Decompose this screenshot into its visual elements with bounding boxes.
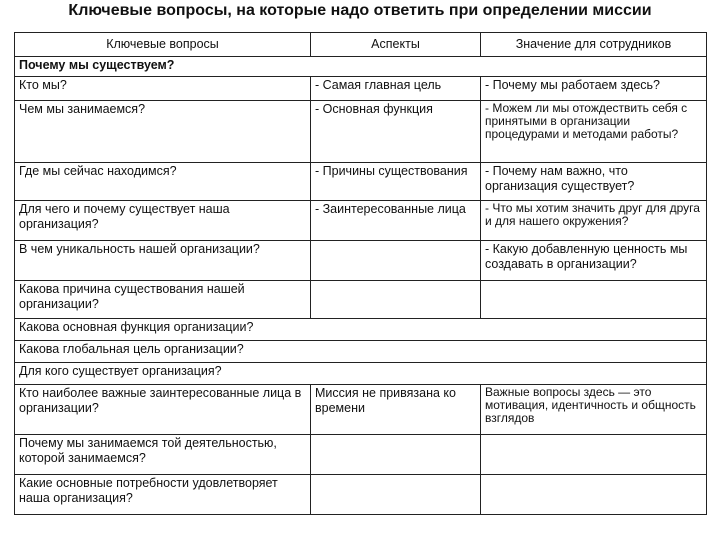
table-row [15,363,707,385]
question-cell: Для чего и почему существует наша организация? [15,201,311,241]
meaning-cell: - Какую добавленную ценность мы создавать в организации? [481,241,707,281]
meaning-cell [481,475,707,515]
meaning-cell: Важные вопросы здесь — это мотивация, идентичность и общность взглядов [481,385,707,435]
table-row [15,435,707,475]
table-row [15,201,707,241]
aspect-cell: - Самая главная цель [311,77,481,101]
aspect-cell: - Основная функция [311,101,481,163]
aspect-cell [311,281,481,319]
aspect-cell [311,475,481,515]
meaning-cell: - Почему нам важно, что организация существует? [481,163,707,201]
table-row [15,101,707,163]
header-aspects: Аспекты [311,33,481,57]
page-title: Ключевые вопросы, на которые надо ответить при определении миссии [68,2,652,19]
question-cell: Кто наиболее важные заинтересованные лица в организации? [15,385,311,435]
question-cell: Кто мы? [15,77,311,101]
meaning-cell: - Что мы хотим значить друг для друга и для нашего окружения? [481,201,707,241]
question-cell: В чем уникальность нашей организации? [15,241,311,281]
aspect-cell: - Заинтересованные лица [311,201,481,241]
table-row [15,77,707,101]
meaning-cell: - Почему мы работаем здесь? [481,77,707,101]
aspect-cell [311,241,481,281]
table-row [15,281,707,319]
meaning-cell [481,281,707,319]
header-meaning: Значение для сотрудников [481,33,707,57]
meaning-cell [481,435,707,475]
question-cell: Где мы сейчас находимся? [15,163,311,201]
aspect-cell: Миссия не привязана ко времени [311,385,481,435]
section-title: Почему мы существуем? [15,57,707,77]
question-cell: Какие основные потребности удовлетворяет наша организация? [15,475,311,515]
header-row [15,33,707,57]
question-cell: Какова причина существования нашей организации? [15,281,311,319]
table-row [15,163,707,201]
table-row [15,475,707,515]
question-cell: Какова глобальная цель организации? [15,341,707,363]
meaning-cell: - Можем ли мы отождествить себя с принятыми в организации процедурами и методами работы? [481,101,707,163]
question-cell: Для кого существует организация? [15,363,707,385]
aspect-cell [311,435,481,475]
question-cell: Почему мы занимаемся той деятельностью, которой занимаемся? [15,435,311,475]
section-row [15,57,707,77]
table-row [15,385,707,435]
table-row [15,341,707,363]
table-row [15,241,707,281]
mission-questions-table [14,32,707,515]
question-cell: Какова основная функция организации? [15,319,707,341]
table-row [15,319,707,341]
aspect-cell: - Причины существования [311,163,481,201]
header-key-questions: Ключевые вопросы [15,33,311,57]
question-cell: Чем мы занимаемся? [15,101,311,163]
